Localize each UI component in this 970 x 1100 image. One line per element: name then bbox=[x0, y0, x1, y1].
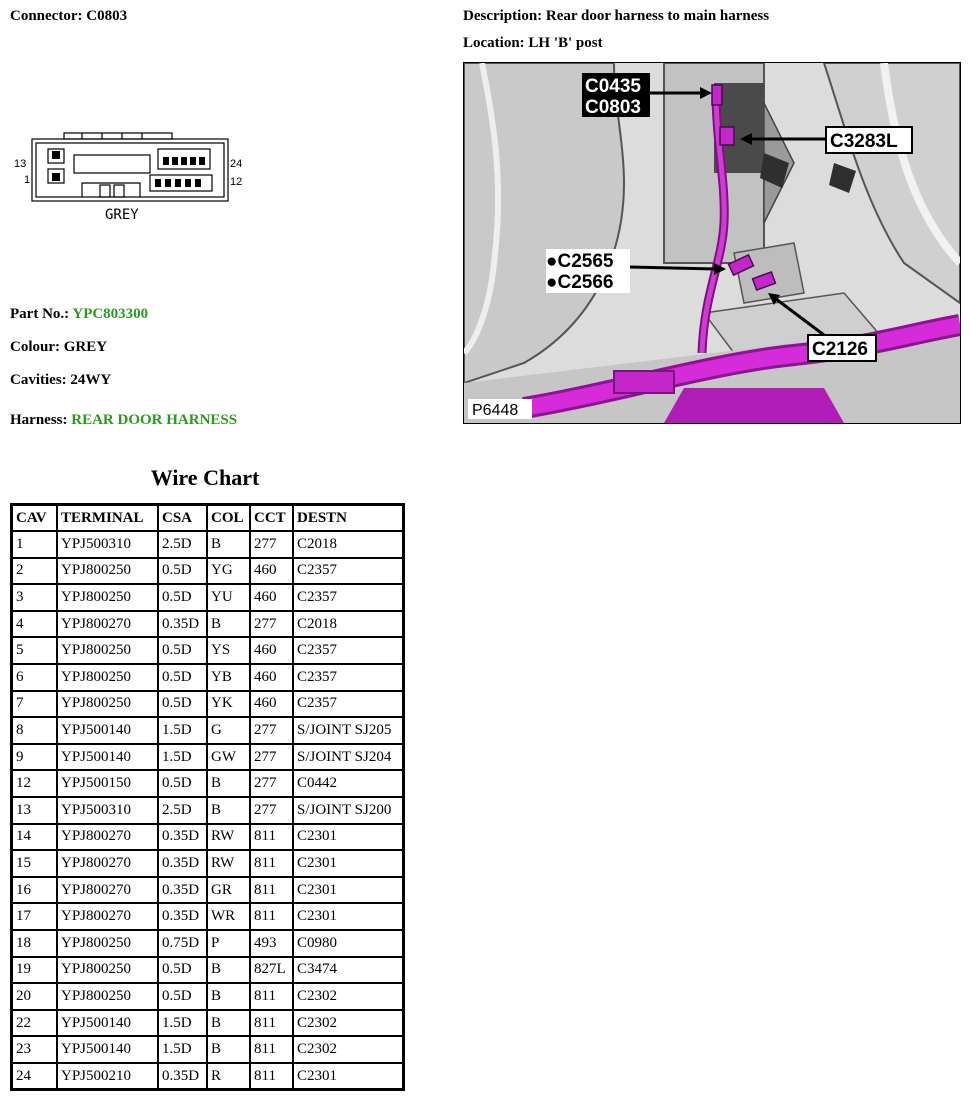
cell-destn: C2018 bbox=[293, 531, 404, 558]
cell-cav: 19 bbox=[12, 957, 58, 984]
cell-csa: 0.35D bbox=[158, 1063, 207, 1090]
part-number-line bbox=[10, 306, 148, 323]
cell-cct: 811 bbox=[250, 850, 293, 877]
cell-terminal: YPJ800270 bbox=[57, 824, 158, 851]
location-value: LH 'B' post bbox=[528, 35, 603, 51]
cell-csa: 0.5D bbox=[158, 637, 207, 664]
table-row bbox=[12, 770, 404, 797]
cell-csa: 0.5D bbox=[158, 983, 207, 1010]
cell-col: YB bbox=[207, 664, 250, 691]
cell-destn: C0980 bbox=[293, 930, 404, 957]
cell-col: RW bbox=[207, 824, 250, 851]
cell-destn: C2302 bbox=[293, 1036, 404, 1063]
cell-cav: 15 bbox=[12, 850, 58, 877]
cell-terminal: YPJ800270 bbox=[57, 850, 158, 877]
location-photo bbox=[463, 62, 961, 424]
cell-cct: 277 bbox=[250, 531, 293, 558]
cell-cav: 9 bbox=[12, 744, 58, 771]
cell-terminal: YPJ800270 bbox=[57, 611, 158, 638]
cell-cav: 14 bbox=[12, 824, 58, 851]
cell-cav: 20 bbox=[12, 983, 58, 1010]
cell-terminal: YPJ800250 bbox=[57, 558, 158, 585]
cell-col: P bbox=[207, 930, 250, 957]
cell-cav: 22 bbox=[12, 1010, 58, 1037]
col-header-cav: CAV bbox=[12, 505, 58, 532]
cell-cct: 277 bbox=[250, 611, 293, 638]
cell-csa: 0.5D bbox=[158, 770, 207, 797]
cell-csa: 1.5D bbox=[158, 717, 207, 744]
connector-face-diagram bbox=[12, 125, 252, 225]
cell-col: GW bbox=[207, 744, 250, 771]
cell-destn: C3474 bbox=[293, 957, 404, 984]
cell-cct: 460 bbox=[250, 584, 293, 611]
cell-terminal: YPJ500310 bbox=[57, 797, 158, 824]
location-label: Location: bbox=[463, 35, 525, 51]
cell-csa: 0.5D bbox=[158, 584, 207, 611]
col-header-cct: CCT bbox=[250, 505, 293, 532]
part-number-label: Part No.: bbox=[10, 306, 70, 322]
connector-heading bbox=[10, 8, 127, 25]
cell-cct: 811 bbox=[250, 1010, 293, 1037]
callout-c2126: C2126 bbox=[812, 339, 868, 360]
cell-terminal: YPJ800250 bbox=[57, 691, 158, 718]
location-heading bbox=[463, 35, 603, 52]
cell-cav: 6 bbox=[12, 664, 58, 691]
table-row bbox=[12, 1010, 404, 1037]
cell-col: YU bbox=[207, 584, 250, 611]
cell-terminal: YPJ500150 bbox=[57, 770, 158, 797]
cell-terminal: YPJ800270 bbox=[57, 903, 158, 930]
cell-cct: 811 bbox=[250, 983, 293, 1010]
cell-destn: C2301 bbox=[293, 850, 404, 877]
cell-csa: 0.35D bbox=[158, 611, 207, 638]
cell-col: G bbox=[207, 717, 250, 744]
table-row bbox=[12, 637, 404, 664]
wire-chart-body bbox=[12, 531, 404, 1089]
cell-cav: 17 bbox=[12, 903, 58, 930]
cell-csa: 0.5D bbox=[158, 691, 207, 718]
cell-cct: 277 bbox=[250, 717, 293, 744]
figure-id: P6448 bbox=[472, 402, 519, 419]
cell-destn: C2357 bbox=[293, 584, 404, 611]
cell-cav: 2 bbox=[12, 558, 58, 585]
col-header-col: COL bbox=[207, 505, 250, 532]
cell-cct: 811 bbox=[250, 903, 293, 930]
cell-cav: 5 bbox=[12, 637, 58, 664]
cell-cav: 1 bbox=[12, 531, 58, 558]
callout-c3283l: C3283L bbox=[830, 131, 898, 152]
cell-csa: 2.5D bbox=[158, 531, 207, 558]
harness-value[interactable]: REAR DOOR HARNESS bbox=[71, 412, 238, 428]
table-row bbox=[12, 797, 404, 824]
cell-terminal: YPJ500140 bbox=[57, 717, 158, 744]
wire-chart-title: Wire Chart bbox=[150, 465, 260, 490]
cell-csa: 0.35D bbox=[158, 877, 207, 904]
cell-cct: 811 bbox=[250, 1063, 293, 1090]
connector-value: C0803 bbox=[86, 8, 128, 24]
cavities-value: 24WY bbox=[70, 372, 112, 388]
cell-col: B bbox=[207, 957, 250, 984]
cell-cav: 18 bbox=[12, 930, 58, 957]
cell-terminal: YPJ800250 bbox=[57, 664, 158, 691]
table-row bbox=[12, 850, 404, 877]
table-header-row bbox=[12, 505, 404, 532]
connector-label: Connector: bbox=[10, 8, 83, 24]
colour-label: Colour: bbox=[10, 339, 60, 355]
callout-c0435: C0435 bbox=[585, 76, 641, 97]
cell-col: B bbox=[207, 797, 250, 824]
table-row bbox=[12, 1036, 404, 1063]
cell-col: GR bbox=[207, 877, 250, 904]
cell-csa: 2.5D bbox=[158, 797, 207, 824]
cell-csa: 0.35D bbox=[158, 850, 207, 877]
wire-chart-table bbox=[10, 503, 405, 1091]
cell-cav: 16 bbox=[12, 877, 58, 904]
cell-cav: 12 bbox=[12, 770, 58, 797]
cell-cct: 460 bbox=[250, 691, 293, 718]
cell-cav: 7 bbox=[12, 691, 58, 718]
cell-col: B bbox=[207, 770, 250, 797]
cell-cav: 24 bbox=[12, 1063, 58, 1090]
cell-csa: 1.5D bbox=[158, 744, 207, 771]
cell-terminal: YPJ500140 bbox=[57, 744, 158, 771]
table-row bbox=[12, 691, 404, 718]
cell-cav: 8 bbox=[12, 717, 58, 744]
cell-terminal: YPJ800250 bbox=[57, 930, 158, 957]
cell-terminal: YPJ500140 bbox=[57, 1010, 158, 1037]
colour-value: GREY bbox=[63, 339, 108, 355]
cell-cct: 811 bbox=[250, 877, 293, 904]
cell-col: YG bbox=[207, 558, 250, 585]
cell-cct: 277 bbox=[250, 797, 293, 824]
cell-cav: 13 bbox=[12, 797, 58, 824]
cell-col: WR bbox=[207, 903, 250, 930]
cell-destn: C0442 bbox=[293, 770, 404, 797]
cell-cav: 23 bbox=[12, 1036, 58, 1063]
cell-col: B bbox=[207, 983, 250, 1010]
cell-terminal: YPJ800250 bbox=[57, 957, 158, 984]
cell-csa: 0.75D bbox=[158, 930, 207, 957]
cell-cct: 493 bbox=[250, 930, 293, 957]
table-row bbox=[12, 957, 404, 984]
cell-terminal: YPJ500210 bbox=[57, 1063, 158, 1090]
cell-destn: C2357 bbox=[293, 558, 404, 585]
part-number-value[interactable]: YPC803300 bbox=[72, 306, 149, 322]
callout-c2566: ●C2566 bbox=[546, 272, 614, 293]
cell-col: YS bbox=[207, 637, 250, 664]
callout-c2565: ●C2565 bbox=[546, 251, 614, 272]
table-row bbox=[12, 1063, 404, 1090]
table-row bbox=[12, 584, 404, 611]
cell-csa: 0.35D bbox=[158, 824, 207, 851]
cell-cct: 827L bbox=[250, 957, 293, 984]
callout-c0803: C0803 bbox=[585, 97, 641, 118]
cell-destn: C2302 bbox=[293, 1010, 404, 1037]
cell-destn: C2301 bbox=[293, 903, 404, 930]
cell-cav: 3 bbox=[12, 584, 58, 611]
table-row bbox=[12, 877, 404, 904]
cell-destn: S/JOINT SJ200 bbox=[293, 797, 404, 824]
cell-col: YK bbox=[207, 691, 250, 718]
cell-cct: 460 bbox=[250, 664, 293, 691]
cell-csa: 1.5D bbox=[158, 1036, 207, 1063]
cell-csa: 0.5D bbox=[158, 664, 207, 691]
cell-csa: 0.35D bbox=[158, 903, 207, 930]
cell-terminal: YPJ800270 bbox=[57, 877, 158, 904]
cavities-line bbox=[10, 372, 111, 389]
cavities-label: Cavities: bbox=[10, 372, 67, 388]
table-row bbox=[12, 983, 404, 1010]
col-header-csa: CSA bbox=[158, 505, 207, 532]
cell-destn: C2301 bbox=[293, 824, 404, 851]
table-row bbox=[12, 903, 404, 930]
cell-terminal: YPJ500310 bbox=[57, 531, 158, 558]
cell-col: B bbox=[207, 611, 250, 638]
cell-csa: 1.5D bbox=[158, 1010, 207, 1037]
cell-col: B bbox=[207, 1036, 250, 1063]
description-label: Description: bbox=[463, 8, 543, 24]
cell-destn: S/JOINT SJ204 bbox=[293, 744, 404, 771]
cell-col: B bbox=[207, 531, 250, 558]
cell-cct: 460 bbox=[250, 558, 293, 585]
cell-cav: 4 bbox=[12, 611, 58, 638]
table-row bbox=[12, 558, 404, 585]
col-header-destn: DESTN bbox=[293, 505, 404, 532]
cell-destn: C2357 bbox=[293, 664, 404, 691]
cell-terminal: YPJ800250 bbox=[57, 983, 158, 1010]
cell-col: RW bbox=[207, 850, 250, 877]
table-row bbox=[12, 930, 404, 957]
cell-destn: C2018 bbox=[293, 611, 404, 638]
cell-cct: 811 bbox=[250, 824, 293, 851]
cell-col: R bbox=[207, 1063, 250, 1090]
pin-24-label: 24 bbox=[230, 158, 243, 170]
cell-terminal: YPJ800250 bbox=[57, 637, 158, 664]
cell-destn: C2357 bbox=[293, 637, 404, 664]
cell-destn: C2357 bbox=[293, 691, 404, 718]
table-row bbox=[12, 611, 404, 638]
harness-line bbox=[10, 412, 237, 429]
cell-cct: 277 bbox=[250, 744, 293, 771]
cell-destn: S/JOINT SJ205 bbox=[293, 717, 404, 744]
table-row bbox=[12, 744, 404, 771]
cell-col: B bbox=[207, 1010, 250, 1037]
cell-csa: 0.5D bbox=[158, 558, 207, 585]
cell-destn: C2301 bbox=[293, 877, 404, 904]
table-row bbox=[12, 664, 404, 691]
table-row bbox=[12, 717, 404, 744]
cell-terminal: YPJ500140 bbox=[57, 1036, 158, 1063]
connector-colour-text: GREY bbox=[105, 207, 139, 223]
description-heading bbox=[463, 8, 769, 25]
pin-1-label: 1 bbox=[24, 174, 31, 186]
harness-label: Harness: bbox=[10, 412, 68, 428]
description-value: Rear door harness to main harness bbox=[545, 8, 770, 24]
cell-destn: C2302 bbox=[293, 983, 404, 1010]
pin-12-label: 12 bbox=[230, 176, 243, 188]
cell-cct: 811 bbox=[250, 1036, 293, 1063]
cell-csa: 0.5D bbox=[158, 957, 207, 984]
table-row bbox=[12, 824, 404, 851]
table-row bbox=[12, 531, 404, 558]
colour-line bbox=[10, 339, 107, 356]
pin-13-label: 13 bbox=[14, 158, 27, 170]
cell-terminal: YPJ800250 bbox=[57, 584, 158, 611]
col-header-terminal: TERMINAL bbox=[57, 505, 158, 532]
cell-destn: C2301 bbox=[293, 1063, 404, 1090]
cell-cct: 277 bbox=[250, 770, 293, 797]
cell-cct: 460 bbox=[250, 637, 293, 664]
